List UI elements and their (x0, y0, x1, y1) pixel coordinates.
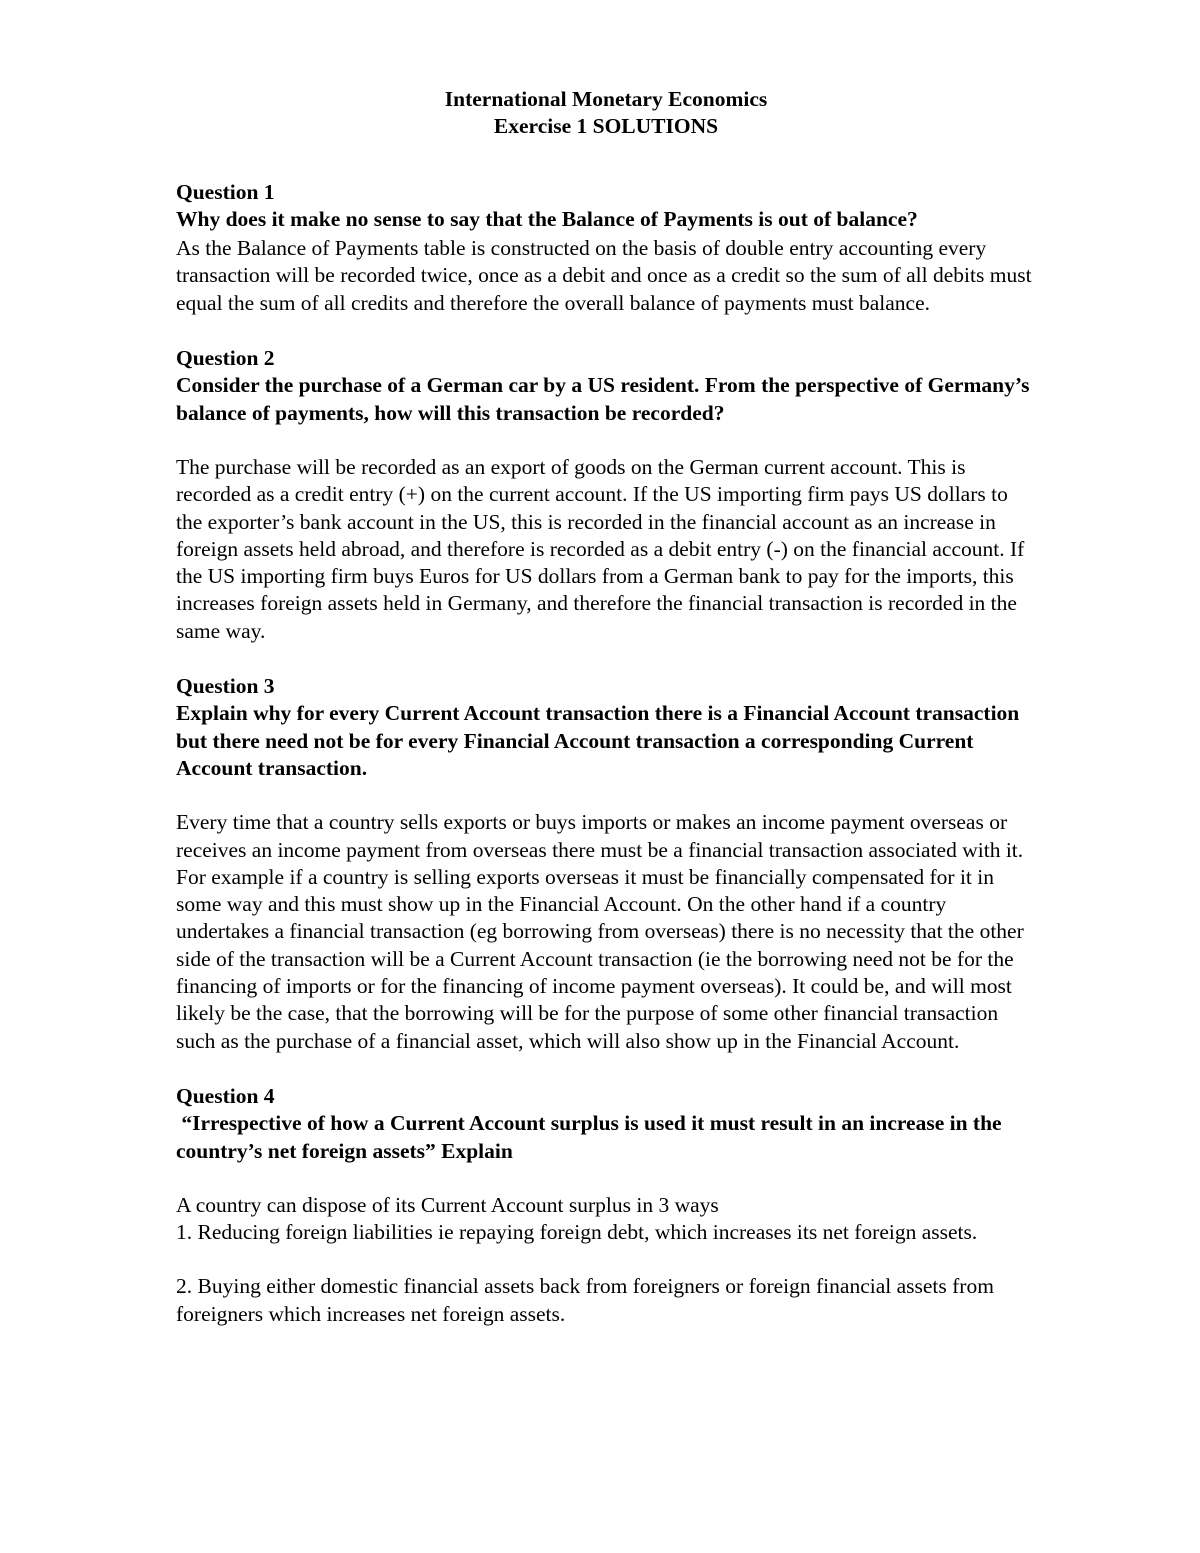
title-exercise: Exercise 1 SOLUTIONS (493, 114, 719, 139)
question-1-block (176, 179, 1036, 317)
question-1-heading: Question 1 (176, 179, 275, 204)
question-3-heading: Question 3 (176, 674, 275, 699)
question-4-list-item-2: 2. Buying either domestic financial assets back from foreigners or foreign financial assets from foreigners which increases net foreign assets. (176, 1274, 994, 1326)
title-course: International Monetary Economics (444, 87, 768, 111)
question-4-list-item-1: 1. Reducing foreign liabilities ie repaying foreign debt, which increases its net foreign assets. (176, 1220, 978, 1245)
question-2-answer: The purchase will be recorded as an export of goods on the German current account. This is recorded as a credit entry (+) on the current account. If the US importing firm pays US dollars to the exporter’s bank account in the US, this is recorded in the financial account as an increase in foreign assets held abroad, and therefore is recorded as a debit entry (-) on the financial account. If the US importing firm buys Euros for US dollars from a German bank to pay for the imports, this increases foreign assets held in Germany, and therefore the financial transaction is recorded in the same way. (176, 454, 1025, 643)
question-3-answer: Every time that a country sells exports or buys imports or makes an income payment overseas or receives an income payment from overseas there must be a financial transaction associated with it. For example if a country is selling exports overseas it must be financially compensated for it in some way and this must show up in the Financial Account. On the other hand if a country undertakes a financial transaction (eg borrowing from overseas) there is no necessity that the other side of the transaction will be a Current Account transaction (ie the borrowing need not be for the financing of imports or for the financing of income payment overseas). It could be, and will most likely be the case, that the borrowing will be for the purpose of some other financial transaction such as the purchase of a financial asset, which will also show up in the Financial Account. (176, 810, 1024, 1053)
document-title (176, 86, 1036, 141)
question-4-answer-intro: A country can dispose of its Current Account surplus in 3 ways (176, 1192, 719, 1217)
document-body (176, 86, 1036, 1328)
question-3-prompt: Explain why for every Current Account transaction there is a Financial Account transaction but there need not be for every Financial Account transaction a corresponding Current Account transaction. (176, 701, 1020, 780)
question-1-answer: As the Balance of Payments table is constructed on the basis of double entry accounting every transaction will be recorded twice, once as a debit and once as a credit so the sum of all debits must equal the sum of all credits and therefore the overall balance of payments must balance. (176, 236, 1032, 315)
question-4-block (176, 1083, 1036, 1328)
question-4-heading: Question 4 (176, 1083, 275, 1108)
question-1-prompt: Why does it make no sense to say that the Balance of Payments is out of balance? (176, 206, 918, 231)
question-2-prompt: Consider the purchase of a German car by a US resident. From the perspective of Germany’s balance of payments, how will this transaction be recorded? (176, 373, 1030, 425)
question-3-block (176, 673, 1036, 1055)
question-4-prompt: “Irrespective of how a Current Account surplus is used it must result in an increase in the country’s net foreign assets” Explain (176, 1111, 1007, 1163)
question-2-heading: Question 2 (176, 346, 275, 371)
question-2-block (176, 345, 1036, 645)
